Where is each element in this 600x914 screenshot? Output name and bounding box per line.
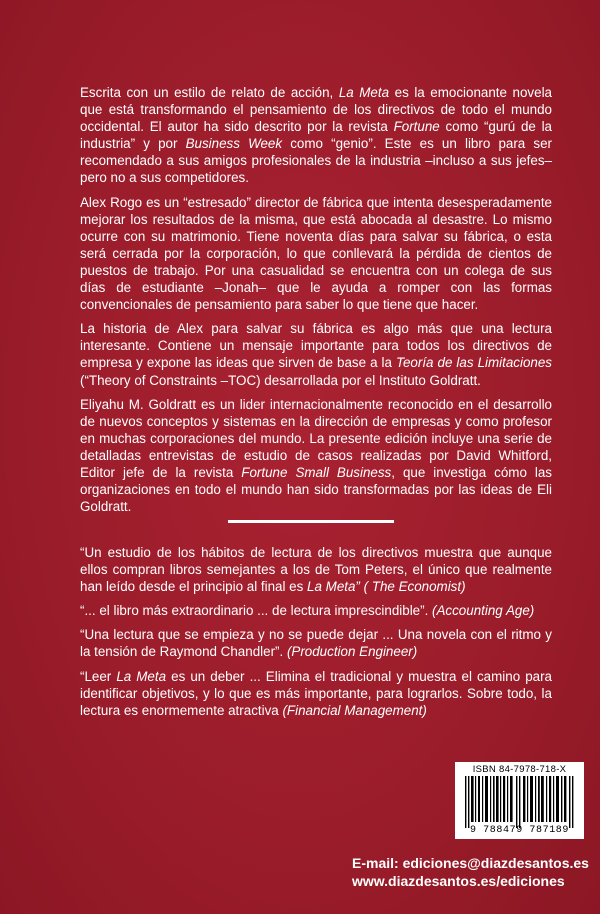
quote-economist: “Un estudio de los hábitos de lectura de los directivos muestra que aunque ellos compran libros semejantes a los de Tom Peters, el único que realmente han leído desde el principio al final es La Meta” ( The Economist)	[80, 545, 552, 595]
magazine-business-week: Business Week	[185, 136, 283, 152]
divider	[228, 520, 394, 523]
quote-production-engineer: “Una lectura que se empieza y no se puede dejar ... Una novela con el ritmo y la tensión de Raymond Chandler”. (Production Engineer)	[80, 627, 552, 660]
book-description	[80, 84, 552, 522]
publisher-contact	[352, 854, 592, 890]
press-quotes	[80, 544, 552, 726]
website-text: www.diazdesantos.es/ediciones	[352, 873, 565, 889]
isbn-label: ISBN 84-7978-718-X	[472, 764, 567, 775]
quote-accounting-age: “... el libro más extraordinario ... de lectura imprescindible”. (Accounting Age)	[80, 603, 535, 619]
title-la-meta: La Meta	[338, 85, 390, 100]
theory-title: Teoría de las Limitaciones	[396, 355, 553, 371]
magazine-fortune-small-business: Fortune Small Business	[241, 464, 392, 480]
description-paragraph-4: Eliyahu M. Goldratt es un lider internacionalmente reconocido en el desarrollo de nuevos conceptos y sistemas en la dirección de empresas y como profesor en muchas corporaciones del mundo. La presente edición incluye una serie de detalladas entrevistas de estudio de casos realizadas por David Whitford, Editor jefe de la revista Fortune Small Business, que investiga cómo las organizaciones en todo el mundo han sido transformadas por las ideas de Eli Goldratt.	[80, 396, 552, 515]
barcode-icon	[461, 776, 578, 828]
description-paragraph-2: Alex Rogo es un “estresado” director de fábrica que intenta desesperadamente mejorar los resultados de la misma, que está abocada al desastre. Lo mismo ocurre con su matrimonio. Tiene noventa días para salvar su fábrica, o esta será cerrada por la corporación, lo que conllevará la pérdida de cientos de puestos de trabajo. Por una casualidad se encuentra con un colega de sus días de estudiante –Jonah– que le ayuda a romper con las formas convencionales de pensamiento para saber lo que tiene que hacer.	[80, 194, 552, 313]
barcode-box	[455, 762, 584, 839]
quote-financial-management: “Leer La Meta es un deber ... Elimina el tradicional y muestra el camino para identificar objetivos, y lo que es más importante, para lograrlos. Sobre todo, la lectura es enormemente atractiva (Financial Management)	[80, 668, 553, 718]
description-paragraph-1: Escrita con un estilo de relato de acción, La Meta es la emocionante novela que está transformando el pensamiento de los directivos de todo el mundo occidental. El autor ha sido descrito por la revista Fortune como “gurú de la industria” y por Business Week como “genio”. Este es un libro para ser recomendado a sus amigos profesionales de la industria –incluso a sus jefes– pero no a sus competidores.	[80, 85, 552, 186]
magazine-fortune: Fortune	[393, 119, 440, 135]
barcode-digits: 9 788479 787189	[469, 825, 569, 836]
email-text: E-mail: ediciones@diazdesantos.es	[352, 855, 589, 871]
description-paragraph-3: La historia de Alex para salvar su fábrica es algo más que una lectura interesante. Contiene un mensaje importante para todos los directivos de empresa y expone las ideas que sirven de base a la Teoría de las Limitaciones (“Theory of Constraints –TOC) desarrollada por el Instituto Goldratt.	[80, 321, 553, 388]
